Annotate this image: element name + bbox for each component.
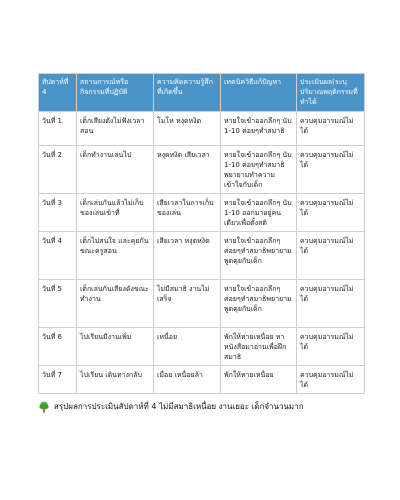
header-evaluation: ประเมินผล(ระบุปริมาณพฤติกรรมที่ทำได้ bbox=[297, 74, 365, 112]
table-row bbox=[39, 328, 365, 366]
header-week: สัปดาห์ที่ 4 bbox=[39, 74, 77, 112]
situation-cell: เด็กเล่นกันแล้วไม่เก็บของเล่นเข้าที่ bbox=[77, 194, 154, 232]
situation-cell: ไปเรียน เดินทางกลับ bbox=[77, 366, 154, 394]
evaluation-cell: ควบคุมอารมณ์ไม่ได้ bbox=[297, 112, 365, 146]
day-cell: วันที่ 2 bbox=[39, 146, 77, 194]
table-row bbox=[39, 280, 365, 328]
technique-cell: หายใจเข้าออกลึกๆค่อยๆทำสมาธิพยายามพูดคุยกับเด็ก bbox=[221, 280, 297, 328]
feeling-cell: ไม่มีสมาธิ งานไม่เสร็จ bbox=[154, 280, 221, 328]
evaluation-cell: ควบคุมอารมณ์ไม่ได้ bbox=[297, 232, 365, 280]
day-cell: วันที่ 1 bbox=[39, 112, 77, 146]
day-cell: วันที่ 3 bbox=[39, 194, 77, 232]
weekly-emotion-log-table bbox=[38, 73, 365, 394]
technique-cell: พักให้หายเหนื่อย หาหนังสือมาอ่านเพื่อฝึกสมาธิ bbox=[221, 328, 297, 366]
header-technique: เทคนิควิธีแก้ปัญหา bbox=[221, 74, 297, 112]
evaluation-cell: ควบคุมอารมณ์ไม่ได้ bbox=[297, 366, 365, 394]
table-row bbox=[39, 146, 365, 194]
day-cell: วันที่ 5 bbox=[39, 280, 77, 328]
table-row bbox=[39, 194, 365, 232]
table-row bbox=[39, 112, 365, 146]
feeling-cell: เสียเวลา หงุดหงิด bbox=[154, 232, 221, 280]
tree-icon bbox=[38, 401, 50, 413]
situation-cell: เด็กทำงานเล่นไป bbox=[77, 146, 154, 194]
technique-cell: หายใจเข้าออกลึกๆ นับ 1-10 ค่อยๆทำสมาธิพยายามทำความเข้าใจกับเด็ก bbox=[221, 146, 297, 194]
situation-cell: เด็กไม่สนใจ และคุยกันขณะครูสอน bbox=[77, 232, 154, 280]
summary-line bbox=[38, 400, 368, 413]
evaluation-cell: ควบคุมอารมณ์ไม่ได้ bbox=[297, 146, 365, 194]
technique-cell: หายใจเข้าออกลึกๆ นับ 1-10 ออกมาอยู่คนเดียวเพื่อตั้งสติ bbox=[221, 194, 297, 232]
header-situation: สถานการณ์หรือกิจกรรมที่ปฏิบัติ bbox=[77, 74, 154, 112]
evaluation-cell: ควบคุมอารมณ์ไม่ได้ bbox=[297, 328, 365, 366]
feeling-cell: โมโห หงุดหงิด bbox=[154, 112, 221, 146]
technique-cell: หายใจเข้าออกลึกๆค่อยๆทำสมาธิพยายามพูดคุยกับเด็ก bbox=[221, 232, 297, 280]
table-row bbox=[39, 366, 365, 394]
evaluation-cell: ควบคุมอารมณ์ไม่ได้ bbox=[297, 194, 365, 232]
situation-cell: ไปเรียนมีงานเพิ่ม bbox=[77, 328, 154, 366]
situation-cell: เด็กเสียงดังไม่ฟังเวลาสอน bbox=[77, 112, 154, 146]
technique-cell: พักให้หายเหนื่อย bbox=[221, 366, 297, 394]
day-cell: วันที่ 4 bbox=[39, 232, 77, 280]
table-header-row bbox=[39, 74, 365, 112]
feeling-cell: เมื่อย เหนื่อยล้า bbox=[154, 366, 221, 394]
feeling-cell: เหนื่อย bbox=[154, 328, 221, 366]
evaluation-cell: ควบคุมอารมณ์ไม่ได้ bbox=[297, 280, 365, 328]
situation-cell: เด็กเล่นกันเสียงดังขณะทำงาน bbox=[77, 280, 154, 328]
feeling-cell: หงุดหงิด เสียเวลา bbox=[154, 146, 221, 194]
feeling-cell: เสียเวลาในการเก็บของเล่น bbox=[154, 194, 221, 232]
day-cell: วันที่ 6 bbox=[39, 328, 77, 366]
day-cell: วันที่ 7 bbox=[39, 366, 77, 394]
technique-cell: หายใจเข้าออกลึกๆ นับ 1-10 ค่อยๆทำสมาธิ bbox=[221, 112, 297, 146]
summary-text: สรุปผลการประเมินสัปดาห์ที่ 4 ไม่มีสมาธิเหนื่อย งานเยอะ เด็กจำนวนมาก bbox=[54, 402, 304, 411]
header-feeling: ความคิดความรู้สึกที่เกิดขึ้น bbox=[154, 74, 221, 112]
table-row bbox=[39, 232, 365, 280]
